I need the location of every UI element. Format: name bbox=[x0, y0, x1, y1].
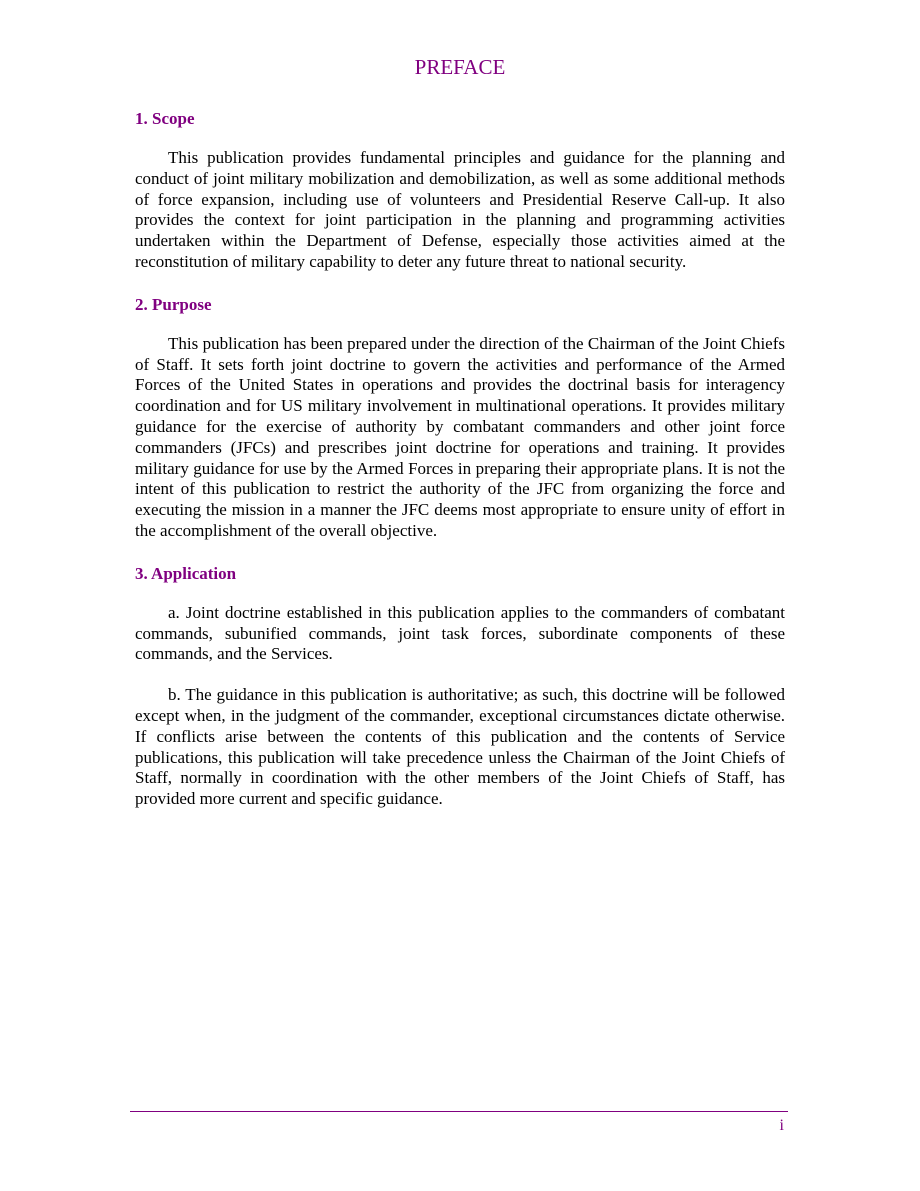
document-body bbox=[135, 108, 785, 830]
section-application bbox=[135, 563, 785, 810]
application-paragraph-b: b. The guidance in this publication is authoritative; as such, this doctrine will be followed except when, in the judgment of the commander, exceptional circumstances dictate otherwise. If conflicts arise between the contents of this publication and the contents of Service publications, this publication will take precedence unless the Chairman of the Joint Chiefs of Staff, normally in coordination with the other members of the Joint Chiefs of Staff, has provided more current and specific guidance. bbox=[135, 685, 785, 809]
footer-divider bbox=[130, 1111, 788, 1112]
section-purpose bbox=[135, 294, 785, 542]
section-scope bbox=[135, 108, 785, 273]
scope-paragraph: This publication provides fundamental principles and guidance for the planning and conduct of joint military mobilization and demobilization, as well as some additional methods of force expansion, including use of volunteers and Presidential Reserve Call-up. It also provides the context for joint participation in the planning and programming activities undertaken within the Department of Defense, especially those activities aimed at the reconstitution of military capability to deter any future threat to national security. bbox=[135, 148, 785, 271]
section-heading-purpose: 2. Purpose bbox=[135, 294, 212, 314]
section-heading-scope: 1. Scope bbox=[135, 109, 195, 128]
purpose-paragraph: This publication has been prepared under the direction of the Chairman of the Joint Chiefs of Staff. It sets forth joint doctrine to govern the activities and performance of the Armed Forces of the United States in operations and provides the doctrinal basis for interagency coordination and for US military involvement in multinational operations. It provides military guidance for the exercise of authority by combatant commanders and other joint force commanders (JFCs) and prescribes joint doctrine for operations and training. It provides military guidance for use by the Armed Forces in preparing their appropriate plans. It is not the intent of this publication to restrict the authority of the JFC from organizing the force and executing the mission in a manner the JFC deems most appropriate to ensure unity of effort in the accomplishment of the overall objective. bbox=[135, 333, 785, 540]
section-heading-application: 3. Application bbox=[135, 563, 237, 583]
page-title: PREFACE bbox=[414, 55, 506, 79]
application-paragraph-a: a. Joint doctrine established in this publication applies to the commanders of combatant commands, subunified commands, joint task forces, subordinate components of these commands, and the Services. bbox=[135, 602, 785, 664]
page-number: i bbox=[779, 1117, 784, 1134]
